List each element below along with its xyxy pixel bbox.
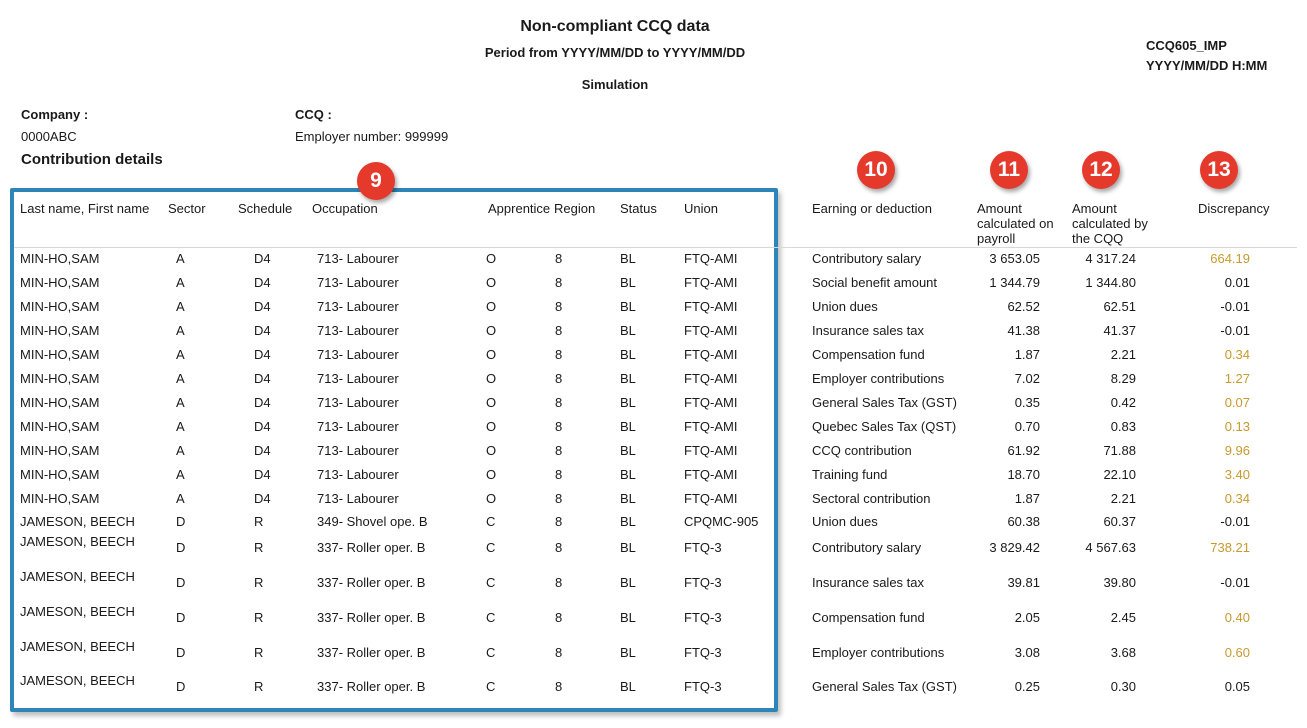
cell-payroll: 0.25 — [1014, 679, 1040, 694]
cell-status: BL — [620, 540, 636, 555]
cell-earning: Union dues — [812, 299, 878, 314]
cell-name: MIN-HO,SAM — [20, 419, 100, 434]
cell-apprentice: C — [486, 575, 496, 590]
cell-union: FTQ-AMI — [684, 251, 738, 266]
cell-sector: A — [176, 347, 185, 362]
cell-discrepancy: -0.01 — [1220, 514, 1250, 529]
report-title: Non-compliant CCQ data — [520, 18, 710, 35]
cell-sector: A — [176, 419, 185, 434]
cell-region: 8 — [555, 610, 563, 625]
company-label: Company : — [21, 107, 89, 122]
callout-13: 13 — [1200, 151, 1238, 189]
ccq-label: CCQ : — [295, 107, 332, 122]
cell-region: 8 — [555, 275, 563, 290]
cell-schedule: D4 — [254, 395, 271, 410]
cell-status: BL — [620, 251, 636, 266]
cell-name: JAMESON, BEECH — [20, 514, 135, 529]
cell-schedule: R — [254, 575, 264, 590]
cell-union: FTQ-AMI — [684, 275, 738, 290]
cell-apprentice: C — [486, 679, 496, 694]
cell-cqq: 1 344.80 — [1085, 275, 1136, 290]
cell-status: BL — [620, 275, 636, 290]
cell-union: FTQ-3 — [684, 610, 722, 625]
cell-name: JAMESON, BEECH — [20, 534, 135, 549]
cell-apprentice: C — [486, 514, 496, 529]
cell-discrepancy: 9.96 — [1224, 443, 1250, 458]
col-header-union: Union — [684, 201, 718, 216]
header-separator — [14, 247, 1297, 248]
cell-sector: A — [176, 251, 185, 266]
cell-earning: General Sales Tax (GST) — [812, 395, 957, 410]
cell-payroll: 1.87 — [1014, 491, 1040, 506]
cell-status: BL — [620, 419, 636, 434]
cell-occupation: 713- Labourer — [317, 251, 399, 266]
cell-region: 8 — [555, 575, 563, 590]
cell-earning: Insurance sales tax — [812, 575, 925, 590]
col-header-earning: Earning or deduction — [812, 201, 932, 216]
cell-status: BL — [620, 514, 636, 529]
cell-discrepancy: 0.60 — [1224, 645, 1250, 660]
cell-payroll: 18.70 — [1007, 467, 1040, 482]
cell-sector: D — [176, 679, 186, 694]
cell-discrepancy: 0.13 — [1224, 419, 1250, 434]
cell-apprentice: O — [486, 275, 497, 290]
cell-payroll: 3.08 — [1014, 645, 1040, 660]
cell-earning: CCQ contribution — [812, 443, 912, 458]
cell-earning: Union dues — [812, 514, 878, 529]
callout-11: 11 — [990, 151, 1028, 189]
cell-name: MIN-HO,SAM — [20, 371, 100, 386]
cell-name: JAMESON, BEECH — [20, 639, 135, 654]
cell-sector: A — [176, 491, 185, 506]
cell-cqq: 39.80 — [1103, 575, 1136, 590]
cell-earning: Compensation fund — [812, 610, 925, 625]
cell-payroll: 39.81 — [1007, 575, 1040, 590]
cell-earning: Sectoral contribution — [812, 491, 931, 506]
cell-region: 8 — [555, 299, 563, 314]
cell-apprentice: O — [486, 467, 497, 482]
cell-name: JAMESON, BEECH — [20, 673, 135, 688]
cell-discrepancy: -0.01 — [1220, 299, 1250, 314]
col-header-status: Status — [620, 201, 657, 216]
cell-sector: A — [176, 395, 185, 410]
cell-schedule: D4 — [254, 275, 271, 290]
col-header-sector: Sector — [168, 201, 206, 216]
cell-status: BL — [620, 575, 636, 590]
cell-sector: A — [176, 371, 185, 386]
cell-payroll: 62.52 — [1007, 299, 1040, 314]
cell-apprentice: C — [486, 610, 496, 625]
cell-payroll: 2.05 — [1014, 610, 1040, 625]
cell-region: 8 — [555, 645, 563, 660]
cell-cqq: 8.29 — [1110, 371, 1136, 386]
cell-region: 8 — [555, 419, 563, 434]
cell-payroll: 0.35 — [1014, 395, 1040, 410]
cell-earning: Training fund — [812, 467, 888, 482]
report-mode: Simulation — [581, 77, 649, 92]
cell-union: CPQMC-905 — [684, 514, 759, 529]
cell-payroll: 41.38 — [1007, 323, 1040, 338]
cell-occupation: 713- Labourer — [317, 275, 399, 290]
cell-sector: A — [176, 467, 185, 482]
cell-name: MIN-HO,SAM — [20, 275, 100, 290]
cell-sector: D — [176, 645, 186, 660]
cell-status: BL — [620, 645, 636, 660]
col-header-region: Region — [554, 201, 596, 216]
cell-union: FTQ-3 — [684, 645, 722, 660]
cell-union: FTQ-AMI — [684, 467, 738, 482]
cell-schedule: R — [254, 540, 264, 555]
cell-occupation: 337- Roller oper. B — [317, 540, 426, 555]
cell-apprentice: O — [486, 371, 497, 386]
cell-region: 8 — [555, 679, 563, 694]
section-title: Contribution details — [21, 151, 163, 168]
cell-apprentice: O — [486, 299, 497, 314]
cell-schedule: R — [254, 610, 264, 625]
cell-schedule: D4 — [254, 491, 271, 506]
cell-cqq: 2.21 — [1110, 347, 1136, 362]
cell-earning: General Sales Tax (GST) — [812, 679, 957, 694]
cell-union: FTQ-AMI — [684, 371, 738, 386]
cell-occupation: 713- Labourer — [317, 491, 399, 506]
cell-apprentice: O — [486, 347, 497, 362]
callout-10: 10 — [857, 151, 895, 189]
cell-cqq: 41.37 — [1103, 323, 1136, 338]
cell-schedule: D4 — [254, 347, 271, 362]
cell-region: 8 — [555, 514, 563, 529]
cell-occupation: 713- Labourer — [317, 443, 399, 458]
col-header-occupation: Occupation — [312, 201, 378, 216]
cell-schedule: D4 — [254, 467, 271, 482]
cell-discrepancy: 0.34 — [1224, 491, 1250, 506]
cell-region: 8 — [555, 323, 563, 338]
cell-sector: D — [176, 540, 186, 555]
report-datetime: YYYY/MM/DD H:MM — [1146, 58, 1268, 73]
cell-region: 8 — [555, 371, 563, 386]
cell-cqq: 60.37 — [1103, 514, 1136, 529]
cell-payroll: 7.02 — [1014, 371, 1040, 386]
cell-status: BL — [620, 299, 636, 314]
company-value: 0000ABC — [21, 129, 77, 144]
cell-discrepancy: 0.40 — [1224, 610, 1250, 625]
cell-apprentice: O — [486, 443, 497, 458]
cell-sector: A — [176, 323, 185, 338]
cell-sector: A — [176, 299, 185, 314]
report-title-block — [0, 18, 1230, 92]
cell-apprentice: O — [486, 323, 497, 338]
cell-sector: D — [176, 610, 186, 625]
cell-status: BL — [620, 395, 636, 410]
cell-earning: Employer contributions — [812, 371, 945, 386]
cell-cqq: 2.21 — [1110, 491, 1136, 506]
cell-occupation: 713- Labourer — [317, 323, 399, 338]
col-header-cqq: Amount calculated by the CQQ — [1072, 201, 1148, 246]
cell-union: FTQ-AMI — [684, 299, 738, 314]
cell-payroll: 61.92 — [1007, 443, 1040, 458]
cell-schedule: D4 — [254, 323, 271, 338]
cell-payroll: 60.38 — [1007, 514, 1040, 529]
cell-discrepancy: 0.05 — [1224, 679, 1250, 694]
cell-union: FTQ-3 — [684, 540, 722, 555]
cell-region: 8 — [555, 347, 563, 362]
cell-payroll: 3 653.05 — [989, 251, 1040, 266]
cell-cqq: 4 567.63 — [1085, 540, 1136, 555]
col-header-schedule: Schedule — [238, 201, 293, 216]
cell-occupation: 349- Shovel ope. B — [317, 514, 428, 529]
cell-earning: Contributory salary — [812, 540, 922, 555]
cell-schedule: D4 — [254, 251, 271, 266]
cell-apprentice: C — [486, 645, 496, 660]
cell-cqq: 71.88 — [1103, 443, 1136, 458]
cell-union: FTQ-AMI — [684, 491, 738, 506]
cell-earning: Compensation fund — [812, 347, 925, 362]
callout-9: 9 — [357, 162, 395, 200]
cell-schedule: D4 — [254, 371, 271, 386]
cell-payroll: 3 829.42 — [989, 540, 1040, 555]
cell-union: FTQ-AMI — [684, 419, 738, 434]
employer-number: Employer number: 999999 — [295, 129, 449, 144]
cell-occupation: 337- Roller oper. B — [317, 645, 426, 660]
cell-discrepancy: 0.34 — [1224, 347, 1250, 362]
cell-name: MIN-HO,SAM — [20, 467, 100, 482]
col-header-name: Last name, First name — [20, 201, 150, 216]
cell-occupation: 713- Labourer — [317, 371, 399, 386]
cell-apprentice: O — [486, 251, 497, 266]
cell-occupation: 337- Roller oper. B — [317, 679, 426, 694]
report-code-block — [1146, 36, 1267, 76]
cell-discrepancy: 1.27 — [1224, 371, 1250, 386]
cell-status: BL — [620, 347, 636, 362]
cell-region: 8 — [555, 540, 563, 555]
cell-schedule: R — [254, 514, 264, 529]
cell-cqq: 22.10 — [1103, 467, 1136, 482]
cell-earning: Quebec Sales Tax (QST) — [812, 419, 957, 434]
cell-discrepancy: 664.19 — [1210, 251, 1250, 266]
cell-earning: Contributory salary — [812, 251, 922, 266]
cell-union: FTQ-AMI — [684, 443, 738, 458]
cell-cqq: 4 317.24 — [1085, 251, 1136, 266]
report-code: CCQ605_IMP — [1146, 38, 1227, 53]
cell-cqq: 3.68 — [1110, 645, 1136, 660]
cell-name: MIN-HO,SAM — [20, 347, 100, 362]
cell-earning: Insurance sales tax — [812, 323, 925, 338]
cell-union: FTQ-AMI — [684, 347, 738, 362]
cell-name: MIN-HO,SAM — [20, 299, 100, 314]
cell-apprentice: C — [486, 540, 496, 555]
col-header-payroll: Amount calculated on payroll — [977, 201, 1054, 246]
cell-occupation: 713- Labourer — [317, 395, 399, 410]
cell-schedule: R — [254, 679, 264, 694]
cell-schedule: D4 — [254, 419, 271, 434]
cell-status: BL — [620, 323, 636, 338]
cell-apprentice: O — [486, 491, 497, 506]
cell-schedule: D4 — [254, 299, 271, 314]
cell-region: 8 — [555, 491, 563, 506]
cell-occupation: 713- Labourer — [317, 347, 399, 362]
cell-region: 8 — [555, 251, 563, 266]
cell-sector: D — [176, 575, 186, 590]
cell-status: BL — [620, 443, 636, 458]
cell-region: 8 — [555, 395, 563, 410]
cell-status: BL — [620, 371, 636, 386]
cell-schedule: R — [254, 645, 264, 660]
cell-earning: Employer contributions — [812, 645, 945, 660]
cell-occupation: 713- Labourer — [317, 299, 399, 314]
cell-discrepancy: 738.21 — [1210, 540, 1250, 555]
cell-apprentice: O — [486, 395, 497, 410]
cell-region: 8 — [555, 443, 563, 458]
cell-payroll: 1.87 — [1014, 347, 1040, 362]
cell-discrepancy: -0.01 — [1220, 575, 1250, 590]
col-header-apprentice: Apprentice — [488, 201, 551, 216]
cell-name: MIN-HO,SAM — [20, 395, 100, 410]
cell-discrepancy: 0.01 — [1224, 275, 1250, 290]
cell-sector: A — [176, 275, 185, 290]
cell-name: MIN-HO,SAM — [20, 251, 100, 266]
cell-cqq: 0.42 — [1110, 395, 1136, 410]
cell-status: BL — [620, 491, 636, 506]
cell-discrepancy: -0.01 — [1220, 323, 1250, 338]
cell-payroll: 1 344.79 — [989, 275, 1040, 290]
cell-status: BL — [620, 467, 636, 482]
cell-discrepancy: 3.40 — [1224, 467, 1250, 482]
report-period: Period from YYYY/MM/DD to YYYY/MM/DD — [484, 45, 746, 60]
cell-status: BL — [620, 679, 636, 694]
cell-payroll: 0.70 — [1014, 419, 1040, 434]
cell-union: FTQ-AMI — [684, 323, 738, 338]
cell-occupation: 337- Roller oper. B — [317, 575, 426, 590]
cell-earning: Social benefit amount — [812, 275, 938, 290]
cell-union: FTQ-AMI — [684, 395, 738, 410]
cell-sector: A — [176, 443, 185, 458]
cell-occupation: 713- Labourer — [317, 419, 399, 434]
cell-cqq: 0.30 — [1110, 679, 1136, 694]
cell-occupation: 713- Labourer — [317, 467, 399, 482]
cell-name: MIN-HO,SAM — [20, 323, 100, 338]
cell-name: MIN-HO,SAM — [20, 443, 100, 458]
cell-schedule: D4 — [254, 443, 271, 458]
cell-name: JAMESON, BEECH — [20, 604, 135, 619]
cell-cqq: 0.83 — [1110, 419, 1136, 434]
cell-discrepancy: 0.07 — [1224, 395, 1250, 410]
cell-status: BL — [620, 610, 636, 625]
cell-union: FTQ-3 — [684, 575, 722, 590]
cell-region: 8 — [555, 467, 563, 482]
cell-name: JAMESON, BEECH — [20, 569, 135, 584]
cell-occupation: 337- Roller oper. B — [317, 610, 426, 625]
callout-12: 12 — [1082, 151, 1120, 189]
col-header-discrepancy: Discrepancy — [1198, 201, 1270, 216]
cell-name: MIN-HO,SAM — [20, 491, 100, 506]
cell-cqq: 62.51 — [1103, 299, 1136, 314]
cell-apprentice: O — [486, 419, 497, 434]
cell-union: FTQ-3 — [684, 679, 722, 694]
cell-sector: D — [176, 514, 186, 529]
cell-cqq: 2.45 — [1110, 610, 1136, 625]
